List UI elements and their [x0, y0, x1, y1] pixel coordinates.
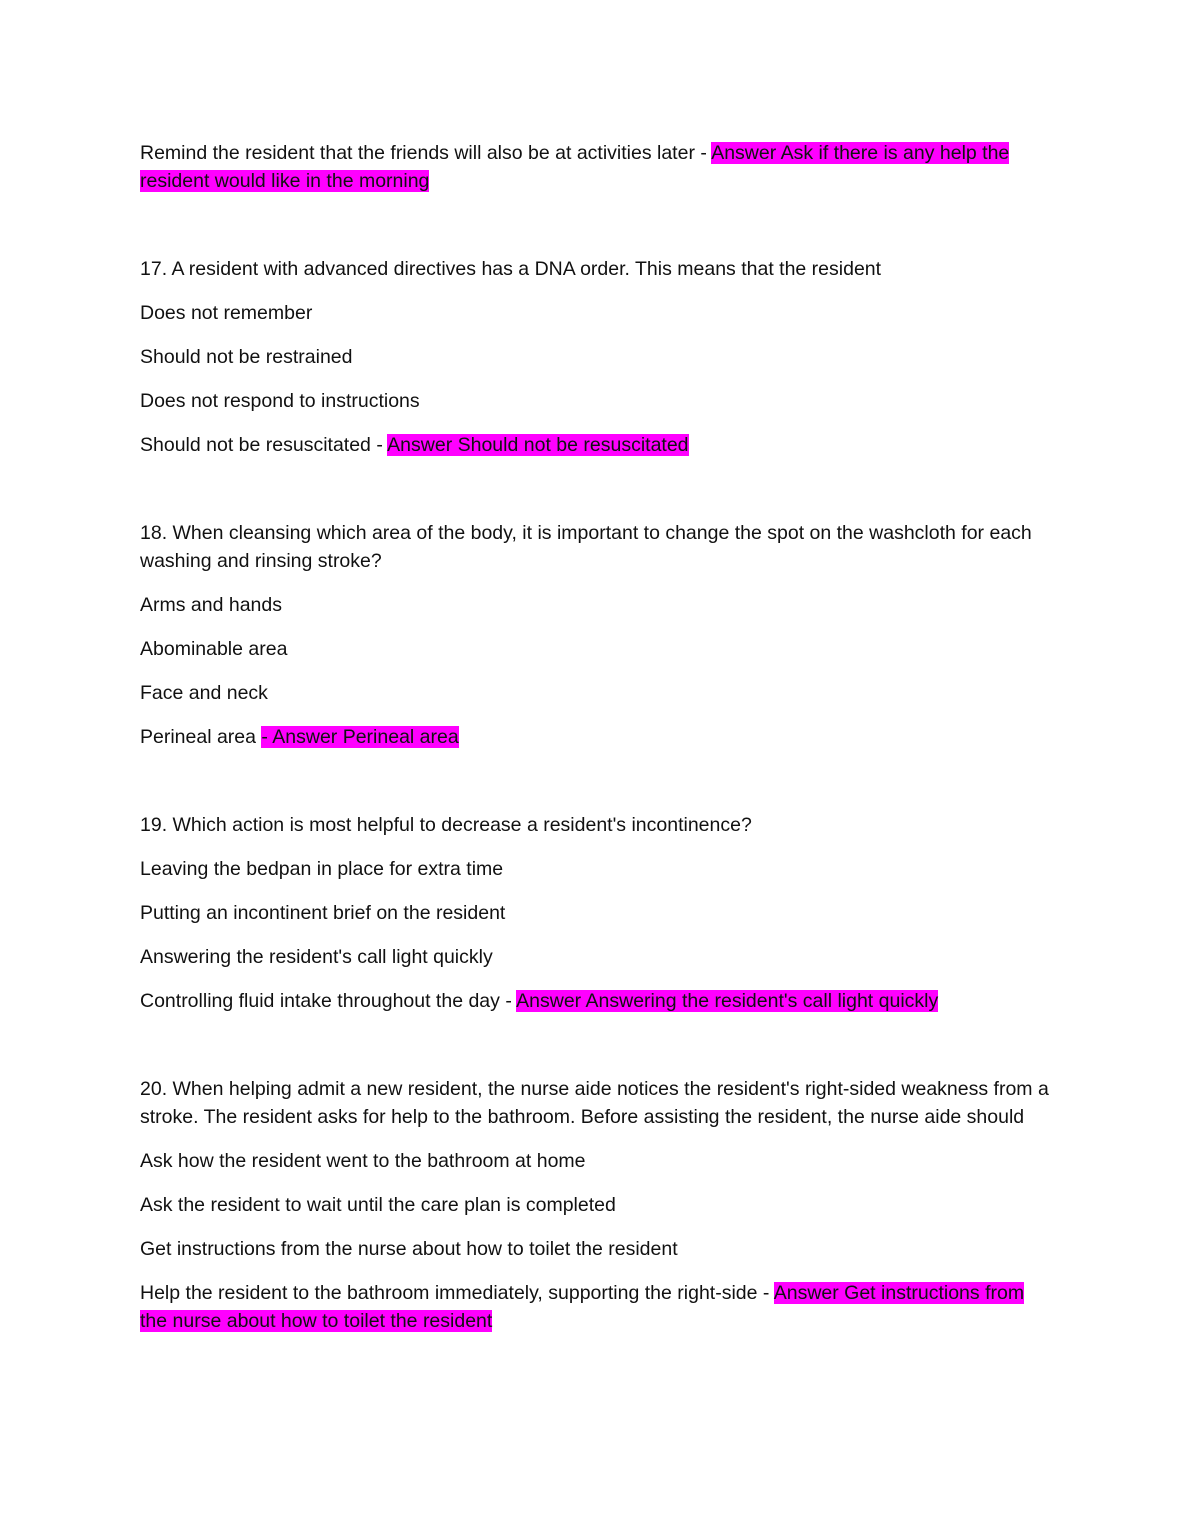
question-17	[140, 255, 1055, 459]
question-20-option-b: Ask the resident to wait until the care plan is completed	[140, 1194, 616, 1216]
question-20-text: 20. When helping admit a new resident, the nurse aide notices the resident's right-sided weakness from a stroke. The resident asks for help to the bathroom. Before assisting the resident, the nurse aide should	[140, 1078, 1049, 1128]
question-18-option-b: Abominable area	[140, 638, 288, 660]
question-19-answer-highlight: Answer Answering the resident's call light quickly	[516, 990, 939, 1012]
question-20-option-d-text: Help the resident to the bathroom immediately, supporting the right-side -	[140, 1282, 774, 1304]
question-18-option-d-text: Perineal area	[140, 726, 262, 748]
section-gap	[140, 1031, 1055, 1075]
question-19-option-d-text: Controlling fluid intake throughout the day -	[140, 990, 517, 1012]
question-20-option-c: Get instructions from the nurse about how to toilet the resident	[140, 1238, 678, 1260]
question-17-option-d-text: Should not be resuscitated -	[140, 434, 388, 456]
question-19-option-c: Answering the resident's call light quickly	[140, 946, 493, 968]
question-19-option-a: Leaving the bedpan in place for extra time	[140, 858, 504, 880]
question-19-option-d	[140, 987, 1055, 1015]
document-content	[140, 139, 1055, 1351]
question-17-text: 17. A resident with advanced directives has a DNA order. This means that the resident	[140, 258, 882, 280]
question-18-option-a: Arms and hands	[140, 594, 282, 616]
question-20-option-a: Ask how the resident went to the bathroom at home	[140, 1150, 586, 1172]
question-17-option-b: Should not be restrained	[140, 346, 353, 368]
q16-tail-option	[140, 139, 1055, 195]
question-20-answer-highlight: Answer Get instructions from the nurse about how to toilet the resident	[140, 1282, 1025, 1332]
section-gap	[140, 211, 1055, 255]
question-19	[140, 811, 1055, 1015]
question-17-answer-highlight: Answer Should not be resuscitated	[387, 434, 689, 456]
section-gap	[140, 767, 1055, 811]
question-17-option-c: Does not respond to instructions	[140, 390, 420, 412]
question-18-option-c: Face and neck	[140, 682, 268, 704]
question-17-option-d	[140, 431, 1055, 459]
question-18-answer-highlight: - Answer Perineal area	[261, 726, 459, 748]
question-19-text: 19. Which action is most helpful to decrease a resident's incontinence?	[140, 814, 752, 836]
question-19-option-b: Putting an incontinent brief on the resident	[140, 902, 506, 924]
q16-answer-highlight: Answer Ask if there is any help the resident would like in the morning	[140, 142, 1010, 192]
q16-option-text: Remind the resident that the friends will also be at activities later -	[140, 142, 712, 164]
question-18-text: 18. When cleansing which area of the body, it is important to change the spot on the washcloth for each washing and rinsing stroke?	[140, 522, 1032, 572]
question-20	[140, 1075, 1055, 1335]
question-20-option-d	[140, 1279, 1055, 1335]
question-17-option-a: Does not remember	[140, 302, 313, 324]
question-18-option-d	[140, 723, 1055, 751]
section-gap	[140, 475, 1055, 519]
question-18	[140, 519, 1055, 751]
